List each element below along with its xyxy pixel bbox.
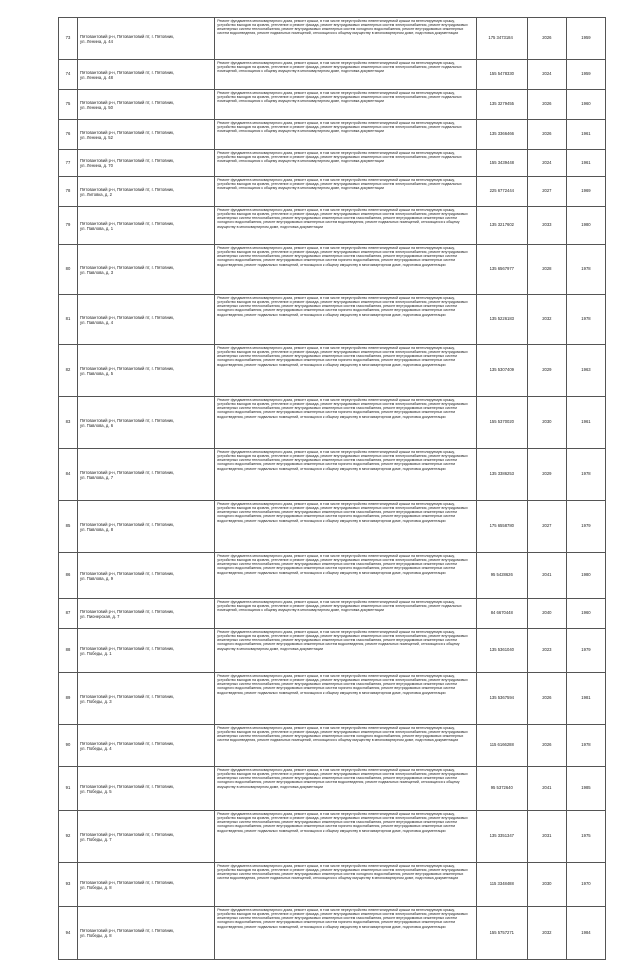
repair-year-cell: 2031 bbox=[527, 811, 566, 863]
address-line-2: ул. Павлова, д. 6 bbox=[80, 422, 114, 428]
address-line-2: ул. Павлова, д. 8 bbox=[80, 526, 114, 532]
address-line-2: ул. Павлова, д. 4 bbox=[80, 319, 114, 325]
address-line-2: ул. Павлова, д. 7 bbox=[80, 474, 114, 480]
works-text: Ремонт фундамента многоквартирного дома, ремонт крыши, в том числе переустройство невентилируемой крыши на вентилируемую крышу, устройство выходов на кровлю, утепление и ремонт фасада, ремонт внутридомовых инженерных систем электроснабжения, ремонт подвальных помещений, относящихся к общему имуществу в многоквартирном доме, подготовка документации bbox=[217, 121, 462, 134]
repair-year-cell: 2024 bbox=[527, 150, 566, 177]
address-cell bbox=[78, 207, 215, 245]
table-row bbox=[59, 767, 606, 811]
table-row bbox=[59, 295, 606, 345]
address-line-1: Пятовантовий р-н, Пятовантовий пт, г. Пятовник, bbox=[80, 314, 175, 320]
cost-cell: 135 5367594 bbox=[476, 673, 527, 725]
address-cell bbox=[78, 18, 215, 60]
row-number: 77 bbox=[59, 150, 78, 177]
address-cell bbox=[78, 863, 215, 907]
built-year-cell: 1985 bbox=[566, 767, 605, 811]
address-cell bbox=[78, 599, 215, 629]
address-cell bbox=[78, 501, 215, 553]
row-number: 80 bbox=[59, 245, 78, 295]
built-year-cell: 1978 bbox=[566, 245, 605, 295]
address-line-1: Пятовантовий р-н, Пятовантовий пт, г. Пятовник, bbox=[80, 521, 175, 527]
works-cell bbox=[215, 120, 476, 150]
row-number: 87 bbox=[59, 599, 78, 629]
cost-cell: 95 5428626 bbox=[476, 553, 527, 599]
address-line-1: Пятовантовий р-н, Пятовантовий пт, г. Пятовник, bbox=[80, 264, 175, 270]
address-line-1: Пятовантовий р-н, Пятовантовий пт, г. Пятовник, bbox=[80, 69, 175, 75]
row-number: 84 bbox=[59, 449, 78, 501]
works-text: Ремонт фундамента многоквартирного дома, ремонт крыши, в том числе переустройство невентилируемой крыши на вентилируемую крышу, устройство выходов на кровлю, утепление и ремонт фасада, ремонт внутридомовых инженерных систем электроснабжения, ремонт внутридомовых инженерных систем теплоснабжения, ремонт внутридомовых инженерных систем газоснабжения, ремонт внутридомовых инженерных систем холодного водоснабжения, ремонт внутридомовых инженерных систем горячего водоснабжения, ремонт внутридомовых инженерных систем водоотведения, ремонт подвальных помещений, относящихся к общему имуществу в многоквартирном доме, подготовка документации bbox=[217, 398, 468, 419]
address-cell bbox=[78, 177, 215, 207]
row-number: 74 bbox=[59, 60, 78, 90]
address-line-1: Пятовантовий р-н, Пятовантовий пт, г. Пятовник, bbox=[80, 570, 175, 576]
works-text: Ремонт фундамента многоквартирного дома, ремонт крыши, в том числе переустройство невентилируемой крыши на вентилируемую крышу, устройство выходов на кровлю, утепление и ремонт фасада, ремонт внутридомовых инженерных систем электроснабжения, ремонт внутридомовых инженерных систем теплоснабжения, ремонт внутридомовых инженерных систем газоснабжения, ремонт внутридомовых инженерных систем холодного водоснабжения, ремонт внутридомовых инженерных систем горячего водоснабжения, ремонт внутридомовых инженерных систем водоотведения, ремонт подвальных помещений, относящихся к общему имуществу в многоквартирном доме, подготовка документации bbox=[217, 812, 468, 833]
address-line-1: Пятовантовий р-н, Пятовантовий пт, г. Пятовник, bbox=[80, 417, 175, 423]
works-text: Ремонт фундамента многоквартирного дома, ремонт крыши, в том числе переустройство невентилируемой крыши на вентилируемую крышу, устройство выходов на кровлю, утепление и ремонт фасада, ремонт внутридомовых инженерных систем электроснабжения, ремонт внутридомовых инженерных систем теплоснабжения, ремонт внутридомовых инженерных систем газоснабжения, ремонт внутридомовых инженерных систем холодного водоснабжения, ремонт внутридомовых инженерных систем водоотведения, ремонт подвальных помещений, относящихся к общему имуществу в многоквартирном доме, подготовка документации bbox=[217, 208, 468, 229]
table-row bbox=[59, 345, 606, 397]
address-line-1: Пятовантовий р-н, Пятовантовий пт, г. Пятовник, bbox=[80, 186, 175, 192]
repair-year-cell: 2026 bbox=[527, 18, 566, 60]
repair-year-cell: 2027 bbox=[527, 501, 566, 553]
works-text: Ремонт фундамента многоквартирного дома, ремонт крыши, в том числе переустройство невентилируемой крыши на вентилируемую крышу, устройство выходов на кровлю, утепление и ремонт фасада, ремонт внутридомовых инженерных систем электроснабжения, ремонт внутридомовых инженерных систем теплоснабжения, ремонт внутридомовых инженерных систем газоснабжения, ремонт внутридомовых инженерных систем холодного водоснабжения, ремонт внутридомовых инженерных систем горячего водоснабжения, ремонт внутридомовых инженерных систем водоотведения, ремонт подвальных помещений, относящихся к общему имуществу в многоквартирном доме, подготовка документации bbox=[217, 674, 468, 695]
cost-cell: 115 3348488 bbox=[476, 863, 527, 907]
address-line-2: ул. Ленина, д. 50 bbox=[80, 104, 113, 110]
built-year-cell: 1959 bbox=[566, 18, 605, 60]
row-number: 90 bbox=[59, 725, 78, 767]
address-cell bbox=[78, 629, 215, 673]
repair-year-cell: 2030 bbox=[527, 863, 566, 907]
works-cell bbox=[215, 245, 476, 295]
repair-year-cell: 2032 bbox=[527, 907, 566, 960]
row-number: 73 bbox=[59, 18, 78, 60]
address-line-1: Пятовантовий р-н, Пятовантовий пт, г. Пятовник, bbox=[80, 99, 175, 105]
works-text: Ремонт фундамента многоквартирного дома, ремонт крыши, в том числе переустройство невентилируемой крыши на вентилируемую крышу, устройство выходов на кровлю, утепление и ремонт фасада, ремонт внутридомовых инженерных систем электроснабжения, ремонт внутридомовых инженерных систем теплоснабжения, ремонт внутридомовых инженерных систем газоснабжения, ремонт внутридомовых инженерных систем холодного водоснабжения, ремонт внутридомовых инженерных систем водоотведения, ремонт подвальных помещений, относящихся к общему имуществу в многоквартирном доме, подготовка документации bbox=[217, 630, 468, 651]
address-cell bbox=[78, 120, 215, 150]
cost-cell: 135 3279455 bbox=[476, 90, 527, 120]
built-year-cell: 1980 bbox=[566, 207, 605, 245]
address-cell bbox=[78, 397, 215, 449]
address-line-1: Пятовантовий р-н, Пятовантовий пт, г. Пятовник, bbox=[80, 608, 175, 614]
works-text: Ремонт фундамента многоквартирного дома, ремонт крыши, в том числе переустройство невентилируемой крыши на вентилируемую крышу, устройство выходов на кровлю, утепление и ремонт фасада, ремонт внутридомовых инженерных систем электроснабжения, ремонт подвальных помещений, относящихся к общему имуществу в многоквартирном доме, подготовка документации bbox=[217, 600, 462, 613]
address-line-1: Пятовантовий р-н, Пятовантовий пт, г. Пятовник, bbox=[80, 469, 175, 475]
address-line-2: ул. Победы, д. 3 bbox=[80, 698, 112, 704]
cost-cell: 84 6670448 bbox=[476, 599, 527, 629]
address-cell bbox=[78, 60, 215, 90]
table-row bbox=[59, 629, 606, 673]
address-cell bbox=[78, 767, 215, 811]
row-number: 81 bbox=[59, 295, 78, 345]
address-line-2: ул. Павлова, д. 3 bbox=[80, 269, 114, 275]
works-text: Ремонт фундамента многоквартирного дома, ремонт крыши, в том числе переустройство невентилируемой крыши на вентилируемую крышу, устройство выходов на кровлю, утепление и ремонт фасада, ремонт внутридомовых инженерных систем электроснабжения, ремонт внутридомовых инженерных систем теплоснабжения, ремонт внутридомовых инженерных систем газоснабжения, ремонт внутридомовых инженерных систем холодного водоснабжения, ремонт внутридомовых инженерных систем горячего водоснабжения, ремонт внутридомовых инженерных систем водоотведения, ремонт подвальных помещений, относящихся к общему имуществу в многоквартирном доме, подготовка документации bbox=[217, 908, 468, 929]
works-cell bbox=[215, 60, 476, 90]
repair-year-cell: 2026 bbox=[527, 120, 566, 150]
repair-year-cell: 2028 bbox=[527, 245, 566, 295]
row-number: 94 bbox=[59, 907, 78, 960]
built-year-cell: 1978 bbox=[566, 295, 605, 345]
table-row bbox=[59, 397, 606, 449]
built-year-cell: 1969 bbox=[566, 177, 605, 207]
cost-cell: 135 3386253 bbox=[476, 449, 527, 501]
works-text: Ремонт фундамента многоквартирного дома, ремонт крыши, в том числе переустройство невентилируемой крыши на вентилируемую крышу, устройство выходов на кровлю, утепление и ремонт фасада, ремонт внутридомовых инженерных систем электроснабжения, ремонт внутридомовых инженерных систем теплоснабжения, ремонт внутридомовых инженерных систем газоснабжения, ремонт внутридомовых инженерных систем холодного водоснабжения, ремонт внутридомовых инженерных систем горячего водоснабжения, ремонт внутридомовых инженерных систем водоотведения, ремонт подвальных помещений, относящихся к общему имуществу в многоквартирном доме, подготовка документации bbox=[217, 246, 468, 267]
works-cell bbox=[215, 207, 476, 245]
repair-year-cell: 2026 bbox=[527, 673, 566, 725]
address-line-2: ул. Победы, д. 1 bbox=[80, 650, 112, 656]
cost-cell: 135 3217602 bbox=[476, 207, 527, 245]
address-line-2: ул. Ленина, д. 44 bbox=[80, 38, 113, 44]
works-cell bbox=[215, 501, 476, 553]
address-line-1: Пятовантовий р-н, Пятовантовий пт, г. Пятовник, bbox=[80, 33, 175, 39]
address-line-1: Пятовантовий р-н, Пятовантовий пт, г. Пятовник, bbox=[80, 158, 175, 163]
table-row bbox=[59, 811, 606, 863]
works-cell bbox=[215, 150, 476, 177]
built-year-cell: 1978 bbox=[566, 725, 605, 767]
works-cell bbox=[215, 449, 476, 501]
built-year-cell: 1961 bbox=[566, 150, 605, 177]
works-text: Ремонт фундамента многоквартирного дома, ремонт крыши, в том числе переустройство невентилируемой крыши на вентилируемую крышу, устройство выходов на кровлю, утепление и ремонт фасада, ремонт внутридомовых инженерных систем электроснабжения, ремонт подвальных помещений, относящихся к общему имуществу в многоквартирном доме, подготовка документации bbox=[217, 61, 462, 74]
row-number: 85 bbox=[59, 501, 78, 553]
repair-year-cell: 2041 bbox=[527, 553, 566, 599]
built-year-cell: 1980 bbox=[566, 553, 605, 599]
table-row bbox=[59, 120, 606, 150]
works-cell bbox=[215, 767, 476, 811]
address-line-2: ул. Павлова, д. 1 bbox=[80, 225, 114, 231]
cost-cell: 225 6772444 bbox=[476, 177, 527, 207]
table-row bbox=[59, 599, 606, 629]
works-text: Ремонт фундамента многоквартирного дома, ремонт крыши, в том числе переустройство невентилируемой крыши на вентилируемую крышу, устройство выходов на кровлю, утепление и ремонт фасада, ремонт внутридомовых инженерных систем электроснабжения, ремонт внутридомовых инженерных систем теплоснабжения, ремонт внутридомовых инженерных систем газоснабжения, ремонт внутридомовых инженерных систем холодного водоснабжения, ремонт внутридомовых инженерных систем горячего водоснабжения, ремонт внутридомовых инженерных систем водоотведения, ремонт подвальных помещений, относящихся к общему имуществу в многоквартирном доме, подготовка документации bbox=[217, 502, 468, 523]
address-cell bbox=[78, 295, 215, 345]
row-number: 89 bbox=[59, 673, 78, 725]
address-cell bbox=[78, 553, 215, 599]
address-cell bbox=[78, 150, 215, 177]
address-line-2: ул. Ленина, д. 48 bbox=[80, 74, 113, 80]
row-number: 78 bbox=[59, 177, 78, 207]
address-line-1: Пятовантовий р-н, Пятовантовий пт, г. Пятовник, bbox=[80, 783, 175, 789]
works-cell bbox=[215, 553, 476, 599]
works-cell bbox=[215, 90, 476, 120]
table-row bbox=[59, 553, 606, 599]
works-cell bbox=[215, 345, 476, 397]
address-line-2: ул. Ленина, д. 52 bbox=[80, 134, 113, 140]
address-cell bbox=[78, 90, 215, 120]
cost-cell: 115 6166288 bbox=[476, 725, 527, 767]
table-row bbox=[59, 90, 606, 120]
address-line-1: Пятовантовий р-н, Пятовантовий пт, г. Пятовник, bbox=[80, 365, 175, 371]
built-year-cell: 1959 bbox=[566, 60, 605, 90]
table-row bbox=[59, 207, 606, 245]
built-year-cell: 1975 bbox=[566, 811, 605, 863]
built-year-cell: 1981 bbox=[566, 673, 605, 725]
address-line-2: ул. Победы, д. 8 bbox=[80, 884, 112, 890]
table-row bbox=[59, 177, 606, 207]
row-number: 86 bbox=[59, 553, 78, 599]
built-year-cell: 1963 bbox=[566, 345, 605, 397]
repair-year-cell: 2040 bbox=[527, 599, 566, 629]
table-row bbox=[59, 449, 606, 501]
repair-year-cell: 2029 bbox=[527, 345, 566, 397]
repair-year-cell: 2026 bbox=[527, 725, 566, 767]
address-line-2: ул. Пионерская, д. 7 bbox=[80, 613, 120, 619]
repair-year-cell: 2026 bbox=[527, 90, 566, 120]
built-year-cell: 1984 bbox=[566, 907, 605, 960]
row-number: 79 bbox=[59, 207, 78, 245]
works-cell bbox=[215, 725, 476, 767]
address-line-1: Пятовантовий р-н, Пятовантовий пт, г. Пятовник, bbox=[80, 928, 175, 933]
table-row bbox=[59, 673, 606, 725]
works-cell bbox=[215, 629, 476, 673]
row-number: 83 bbox=[59, 397, 78, 449]
works-text: Ремонт фундамента многоквартирного дома, ремонт крыши, в том числе переустройство невентилируемой крыши на вентилируемую крышу, устройство выходов на кровлю, утепление и ремонт фасада, ремонт внутридомовых инженерных систем электроснабжения, ремонт внутридомовых инженерных систем теплоснабжения, ремонт внутридомовых инженерных систем холодного водоснабжения, ремонт внутридомовых инженерных систем водоотведения, ремонт подвальных помещений, относящихся к общему имуществу в многоквартирном доме, подготовка документации bbox=[217, 19, 468, 36]
address-line-1: Пятовантовий р-н, Пятовантовий пт, г. Пятовник, bbox=[80, 740, 175, 746]
works-text: Ремонт фундамента многоквартирного дома, ремонт крыши, в том числе переустройство невентилируемой крыши на вентилируемую крышу, устройство выходов на кровлю, утепление и ремонт фасада, ремонт внутридомовых инженерных систем электроснабжения, ремонт внутридомовых инженерных систем теплоснабжения, ремонт внутридомовых инженерных систем газоснабжения, ремонт внутридомовых инженерных систем холодного водоснабжения, ремонт внутридомовых инженерных систем горячего водоснабжения, ремонт внутридомовых инженерных систем водоотведения, ремонт подвальных помещений, относящихся к общему имуществу в многоквартирном доме, подготовка документации bbox=[217, 450, 468, 471]
address-line-2: ул. Победы, д. 7 bbox=[80, 836, 112, 842]
address-line-1: Пятовантовий р-н, Пятовантовий пт, г. Пятовник, bbox=[80, 693, 175, 699]
repair-year-cell: 2027 bbox=[527, 177, 566, 207]
works-cell bbox=[215, 18, 476, 60]
works-text: Ремонт фундамента многоквартирного дома, ремонт крыши, в том числе переустройство невентилируемой крыши на вентилируемую крышу, устройство выходов на кровлю, утепление и ремонт фасада, ремонт внутридомовых инженерных систем электроснабжения, ремонт внутридомовых инженерных систем теплоснабжения, ремонт внутридомовых инженерных систем газоснабжения, ремонт внутридомовых инженерных систем холодного водоснабжения, ремонт внутридомовых инженерных систем водоотведения, ремонт подвальных помещений, относящихся к общему имуществу в многоквартирном доме, подготовка документации bbox=[217, 768, 468, 789]
works-cell bbox=[215, 811, 476, 863]
cost-cell: 135 5226183 bbox=[476, 295, 527, 345]
repair-year-cell: 2030 bbox=[527, 397, 566, 449]
address-line-2: ул. Победы, д. 5 bbox=[80, 788, 112, 794]
row-number: 91 bbox=[59, 767, 78, 811]
works-cell bbox=[215, 907, 476, 960]
built-year-cell: 1979 bbox=[566, 629, 605, 673]
repair-year-cell: 2023 bbox=[527, 629, 566, 673]
address-cell bbox=[78, 449, 215, 501]
works-text: Ремонт фундамента многоквартирного дома, ремонт крыши, в том числе переустройство невентилируемой крыши на вентилируемую крышу, устройство выходов на кровлю, утепление и ремонт фасада, ремонт внутридомовых инженерных систем электроснабжения, ремонт подвальных помещений, относящихся к общему имуществу в многоквартирном доме, подготовка документации bbox=[217, 151, 462, 164]
table-row bbox=[59, 863, 606, 907]
repair-year-cell: 2024 bbox=[527, 60, 566, 90]
works-cell bbox=[215, 673, 476, 725]
cost-cell: 135 5307409 bbox=[476, 345, 527, 397]
row-number: 92 bbox=[59, 811, 78, 863]
repair-year-cell: 2041 bbox=[527, 767, 566, 811]
built-year-cell: 1961 bbox=[566, 120, 605, 150]
address-line-2: ул. Ленина, д. 70 bbox=[80, 163, 113, 168]
address-line-1: Пятовантовий р-н, Пятовантовий пт, г. Пятовник, bbox=[80, 129, 175, 135]
built-year-cell: 1960 bbox=[566, 599, 605, 629]
built-year-cell: 1970 bbox=[566, 863, 605, 907]
table-row bbox=[59, 245, 606, 295]
works-cell bbox=[215, 177, 476, 207]
document-page bbox=[58, 17, 606, 960]
address-cell bbox=[78, 245, 215, 295]
row-number: 76 bbox=[59, 120, 78, 150]
cost-cell: 175 6558780 bbox=[476, 501, 527, 553]
address-line-2: ул. Павлова, д. 5 bbox=[80, 370, 114, 376]
built-year-cell: 1960 bbox=[566, 90, 605, 120]
table-row bbox=[59, 501, 606, 553]
address-cell bbox=[78, 725, 215, 767]
address-line-1: Пятовантовий р-н, Пятовантовий пт, г. Пятовник, bbox=[80, 220, 175, 226]
address-line-2: ул. Победы, д. 4 bbox=[80, 745, 112, 751]
works-text: Ремонт фундамента многоквартирного дома, ремонт крыши, в том числе переустройство невентилируемой крыши на вентилируемую крышу, устройство выходов на кровлю, утепление и ремонт фасада, ремонт внутридомовых инженерных систем электроснабжения, ремонт внутридомовых инженерных систем теплоснабжения, ремонт внутридомовых инженерных систем холодного водоснабжения, ремонт внутридомовых инженерных систем водоотведения, ремонт подвальных помещений, относящихся к общему имуществу в многоквартирном доме, подготовка документации bbox=[217, 864, 468, 881]
cost-cell: 155 5370020 bbox=[476, 397, 527, 449]
works-cell bbox=[215, 295, 476, 345]
repair-year-cell: 2029 bbox=[527, 449, 566, 501]
address-cell bbox=[78, 811, 215, 863]
address-line-2: ул. Павлова, д. 9 bbox=[80, 575, 114, 581]
works-cell bbox=[215, 599, 476, 629]
cost-cell: 135 5361040 bbox=[476, 629, 527, 673]
address-cell bbox=[78, 673, 215, 725]
table-row bbox=[59, 18, 606, 60]
table-body bbox=[59, 18, 606, 960]
cost-cell: 155 3439448 bbox=[476, 150, 527, 177]
repair-program-table bbox=[58, 17, 606, 960]
cost-cell: 95 5372640 bbox=[476, 767, 527, 811]
row-number: 88 bbox=[59, 629, 78, 673]
table-row bbox=[59, 150, 606, 177]
works-text: Ремонт фундамента многоквартирного дома, ремонт крыши, в том числе переустройство невентилируемой крыши на вентилируемую крышу, устройство выходов на кровлю, утепление и ремонт фасада, ремонт внутридомовых инженерных систем электроснабжения, ремонт подвальных помещений, относящихся к общему имуществу в многоквартирном доме, подготовка документации bbox=[217, 178, 462, 191]
works-cell bbox=[215, 863, 476, 907]
cost-cell: 135 6567977 bbox=[476, 245, 527, 295]
cost-cell: 175 3473184 bbox=[476, 18, 527, 60]
repair-year-cell: 2033 bbox=[527, 207, 566, 245]
address-line-2: ул. Литовка, д. 2 bbox=[80, 191, 112, 197]
works-cell bbox=[215, 397, 476, 449]
address-line-1: Пятовантовий р-н, Пятовантовий пт, г. Пятовник, bbox=[80, 831, 175, 837]
address-cell bbox=[78, 345, 215, 397]
table-row bbox=[59, 907, 606, 960]
works-text: Ремонт фундамента многоквартирного дома, ремонт крыши, в том числе переустройство невентилируемой крыши на вентилируемую крышу, устройство выходов на кровлю, утепление и ремонт фасада, ремонт внутридомовых инженерных систем электроснабжения, ремонт внутридомовых инженерных систем теплоснабжения, ремонт внутридомовых инженерных систем газоснабжения, ремонт внутридомовых инженерных систем холодного водоснабжения, ремонт внутридомовых инженерных систем горячего водоснабжения, ремонт внутридомовых инженерных систем водоотведения, ремонт подвальных помещений, относящихся к общему имуществу в многоквартирном доме, подготовка документации bbox=[217, 296, 468, 317]
row-number: 75 bbox=[59, 90, 78, 120]
cost-cell: 155 5478330 bbox=[476, 60, 527, 90]
cost-cell: 135 3366466 bbox=[476, 120, 527, 150]
row-number: 93 bbox=[59, 863, 78, 907]
works-text: Ремонт фундамента многоквартирного дома, ремонт крыши, в том числе переустройство невентилируемой крыши на вентилируемую крышу, устройство выходов на кровлю, утепление и ремонт фасада, ремонт внутридомовых инженерных систем электроснабжения, ремонт подвальных помещений, относящихся к общему имуществу в многоквартирном доме, подготовка документации bbox=[217, 91, 462, 104]
table-row bbox=[59, 725, 606, 767]
address-cell bbox=[78, 907, 215, 960]
built-year-cell: 1978 bbox=[566, 449, 605, 501]
row-number: 82 bbox=[59, 345, 78, 397]
works-text: Ремонт фундамента многоквартирного дома, ремонт крыши, в том числе переустройство невентилируемой крыши на вентилируемую крышу, устройство выходов на кровлю, утепление и ремонт фасада, ремонт внутридомовых инженерных систем электроснабжения, ремонт внутридомовых инженерных систем теплоснабжения, ремонт внутридомовых инженерных систем газоснабжения, ремонт внутридомовых инженерных систем холодного водоснабжения, ремонт внутридомовых инженерных систем горячего водоснабжения, ремонт внутридомовых инженерных систем водоотведения, ремонт подвальных помещений, относящихся к общему имуществу в многоквартирном доме, подготовка документации bbox=[217, 346, 468, 367]
repair-year-cell: 2032 bbox=[527, 295, 566, 345]
address-line-1: Пятовантовий р-н, Пятовантовий пт, г. Пятовник, bbox=[80, 645, 175, 651]
built-year-cell: 1979 bbox=[566, 501, 605, 553]
built-year-cell: 1961 bbox=[566, 397, 605, 449]
cost-cell: 135 3351347 bbox=[476, 811, 527, 863]
cost-cell: 155 5757271 bbox=[476, 907, 527, 960]
address-line-2: ул. Победы, д. 8 bbox=[80, 933, 112, 938]
address-line-1: Пятовантовий р-н, Пятовантовий пт, г. Пятовник, bbox=[80, 879, 175, 885]
table-row bbox=[59, 60, 606, 90]
works-text: Ремонт фундамента многоквартирного дома, ремонт крыши, в том числе переустройство невентилируемой крыши на вентилируемую крышу, устройство выходов на кровлю, утепление и ремонт фасада, ремонт внутридомовых инженерных систем электроснабжения, ремонт внутридомовых инженерных систем теплоснабжения, ремонт внутридомовых инженерных систем холодного водоснабжения, ремонт внутридомовых инженерных систем водоотведения, ремонт подвальных помещений, относящихся к общему имуществу в многоквартирном доме, подготовка документации bbox=[217, 726, 468, 743]
works-text: Ремонт фундамента многоквартирного дома, ремонт крыши, в том числе переустройство невентилируемой крыши на вентилируемую крышу, устройство выходов на кровлю, утепление и ремонт фасада, ремонт внутридомовых инженерных систем электроснабжения, ремонт внутридомовых инженерных систем теплоснабжения, ремонт внутридомовых инженерных систем газоснабжения, ремонт внутридомовых инженерных систем холодного водоснабжения, ремонт внутридомовых инженерных систем горячего водоснабжения, ремонт внутридомовых инженерных систем водоотведения, ремонт подвальных помещений, относящихся к общему имуществу в многоквартирном доме, подготовка документации bbox=[217, 554, 468, 575]
